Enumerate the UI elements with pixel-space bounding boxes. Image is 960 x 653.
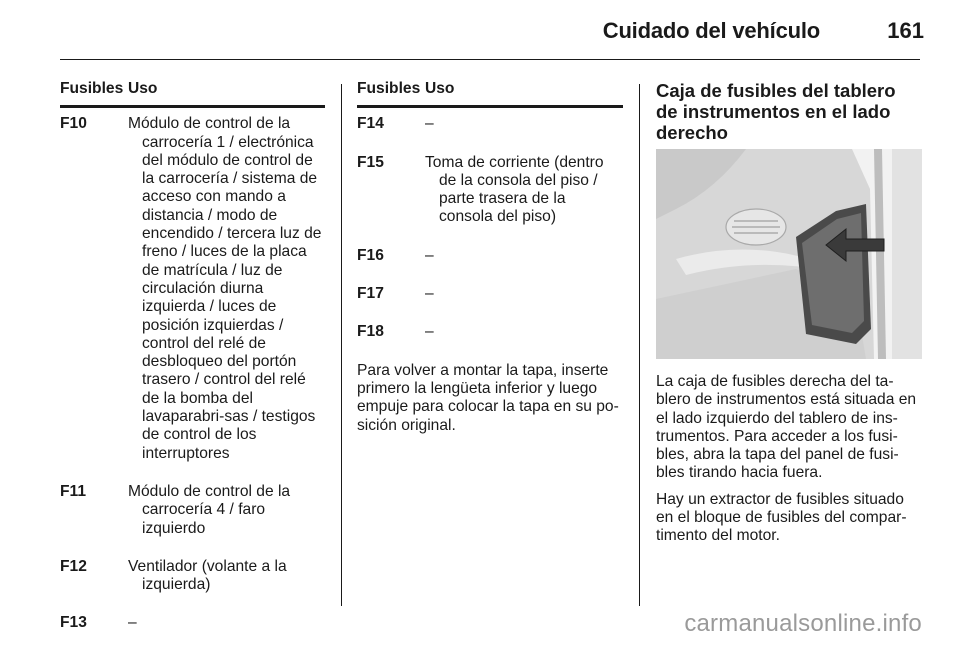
fuse-use: Toma de corriente (dentro de la consola del piso / parte trasera de la consola del piso) [425,153,604,226]
fuse-use: – [425,285,434,303]
header-fuses: Fusibles [60,80,124,97]
location-description: La caja de fusibles derecha del ta-blero de instrumentos está situada en el lado izquierdo del tablero de ins-trumentos. Para acceder a los fusi-bles, abra la tapa del panel de fusi-bles tirando hacia fuera. [656,373,917,482]
table-row [60,115,325,463]
fuse-code: F14 [357,115,384,133]
page-number: 161 [887,18,924,43]
fuse-code: F16 [357,246,384,264]
instrument-panel-fuse-section [656,80,922,554]
fuse-code: F10 [60,115,87,133]
header-fuses: Fusibles [357,80,421,97]
fuse-box-illustration [656,149,922,359]
reinstall-note: Para volver a montar la tapa, inserte primero la lengüeta inferior y luego empuje para colocar la tapa en su po-sición original. [357,361,619,434]
header-use: Uso [425,80,455,97]
table-row [357,154,623,227]
fuse-use: Ventilador (volante a la izquierda) [128,557,287,594]
watermark: carmanualsonline.info [684,610,922,637]
table-row [60,558,325,595]
column-divider [639,84,640,606]
header-use: Uso [128,80,158,97]
fuse-code: F17 [357,285,384,303]
fuse-code: F15 [357,153,384,171]
fuse-code: F13 [60,614,87,632]
fuse-code: F11 [60,482,87,500]
fuse-use: – [425,323,434,341]
table-row [357,323,623,341]
table-header [60,80,325,108]
table-row [357,285,623,303]
fuse-table-1 [60,80,325,653]
table-row [60,614,325,632]
fuse-puller-note: Hay un extractor de fusibles situado en el bloque de fusibles del compar-timento del motor. [656,490,907,545]
fuse-use: – [425,115,434,133]
fuse-use: – [425,246,434,264]
fuse-table-2 [357,80,623,443]
table-header [357,80,623,108]
section-heading: Caja de fusibles del tablero de instrumentos en el lado derecho [656,80,896,143]
fuse-code: F18 [357,323,384,341]
fuse-use: Módulo de control de la carrocería 1 / electrónica del módulo de control de la carrocería / sistema de acceso con mando a distancia / modo de encendido / tercera luz de freno / luces de la placa de matrícula / luz de circulación diurna izquierda / luces de posición izquierdas / control del relé de desbloqueo del portón trasero / control del relé de la bomba del lavaparabri-sas / testigos de control de los interruptores [128,115,322,462]
table-row [357,115,623,133]
header-rule [60,59,920,60]
fuse-use: Módulo de control de la carrocería 4 / faro izquierdo [128,482,291,537]
page-header-title: Cuidado del vehículo [602,18,820,43]
table-row [60,483,325,538]
fuse-use: – [128,614,137,632]
column-divider [341,84,342,606]
fuse-code: F12 [60,557,87,575]
table-row [357,247,623,265]
